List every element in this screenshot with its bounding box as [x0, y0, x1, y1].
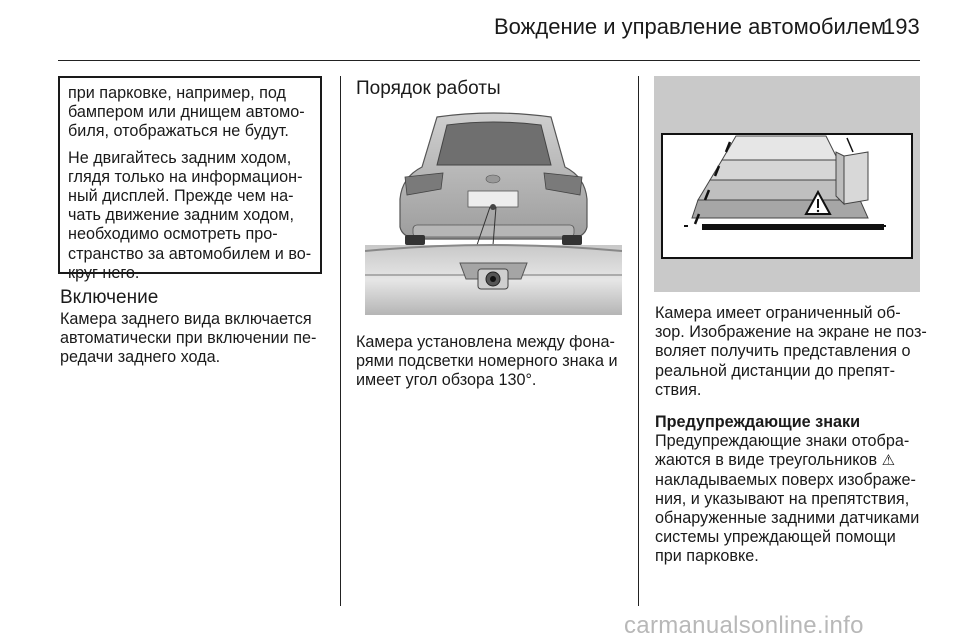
- text-line: глядя только на информацион-: [68, 167, 303, 186]
- text-line: Камера установлена между фона-: [356, 333, 615, 351]
- text-line: Камера заднего вида включается: [60, 310, 312, 328]
- note-paragraph-1: [68, 84, 314, 142]
- car-rear-camera-illustration: [365, 107, 622, 317]
- page-number: 193: [883, 14, 920, 39]
- text-line: воляет получить представления о: [655, 342, 911, 361]
- text-line: при парковке, например, под: [68, 84, 286, 102]
- text-line: зор. Изображение на экране не поз-: [655, 323, 927, 342]
- section-paragraph: [60, 310, 330, 368]
- text-line: чать движение задним ходом,: [68, 206, 294, 225]
- page-title: Вождение и управление автомобилем: [494, 14, 887, 39]
- warnings-paragraph: [655, 432, 930, 566]
- display-paragraph: [655, 304, 930, 400]
- text-line: жаются в виде треугольников: [655, 451, 878, 470]
- text-line: автоматически при включении пе-: [60, 329, 317, 348]
- text-line: биля, отображаться не будут.: [68, 122, 289, 141]
- camera-display-illustration: [654, 76, 920, 292]
- column-divider-2: [638, 76, 639, 606]
- text-line: Не двигайтесь задним ходом,: [68, 148, 292, 167]
- text-line: круг него.: [68, 263, 140, 282]
- caption-paragraph: [356, 333, 631, 391]
- watermark: carmanualsonline.info: [624, 612, 864, 639]
- text-line: рями подсветки номерного знака и: [356, 352, 618, 371]
- obstacle-box: [836, 152, 868, 204]
- note-box: [58, 76, 322, 282]
- text-line: реальной дистанции до препят-: [655, 361, 896, 380]
- warnings-heading: Предупреждающие знаки: [655, 413, 861, 432]
- text-line: при парковке.: [655, 547, 759, 566]
- camera-caption: [356, 333, 631, 391]
- text-line: системы упреждающей помощи: [655, 528, 896, 547]
- text-line: Камера имеет ограниченный об-: [655, 304, 901, 322]
- warning-triangle-icon: ⚠: [881, 452, 896, 470]
- text-line: странство за автомобилем и во-: [68, 244, 312, 263]
- text-line: бампером или днищем автомо-: [68, 103, 305, 122]
- section-heading: Порядок работы: [356, 78, 501, 99]
- section-switch-on: [60, 287, 330, 368]
- column-divider-1: [340, 76, 341, 606]
- section-operation: [356, 76, 631, 100]
- text-line: необходимо осмотреть про-: [68, 225, 278, 244]
- text-line: ния, и указывают на препятствия,: [655, 489, 910, 508]
- text-line: имеет угол обзора 130°.: [356, 371, 537, 390]
- text-line: ный дисплей. Прежде чем на-: [68, 187, 294, 206]
- section-heading: Включение: [60, 287, 159, 308]
- header-divider: [58, 60, 920, 61]
- text-line: редачи заднего хода.: [60, 348, 221, 367]
- text-line: Предупреждающие знаки отобра-: [655, 432, 910, 451]
- section-display: [655, 304, 930, 567]
- text-line: обнаруженные задними датчиками: [655, 509, 920, 528]
- bumper-detail: [365, 245, 622, 315]
- note-paragraph-2: [68, 149, 314, 283]
- page-header: [0, 0, 960, 62]
- text-line: накладываемых поверх изображе-: [655, 470, 916, 489]
- text-line: ствия.: [655, 380, 702, 399]
